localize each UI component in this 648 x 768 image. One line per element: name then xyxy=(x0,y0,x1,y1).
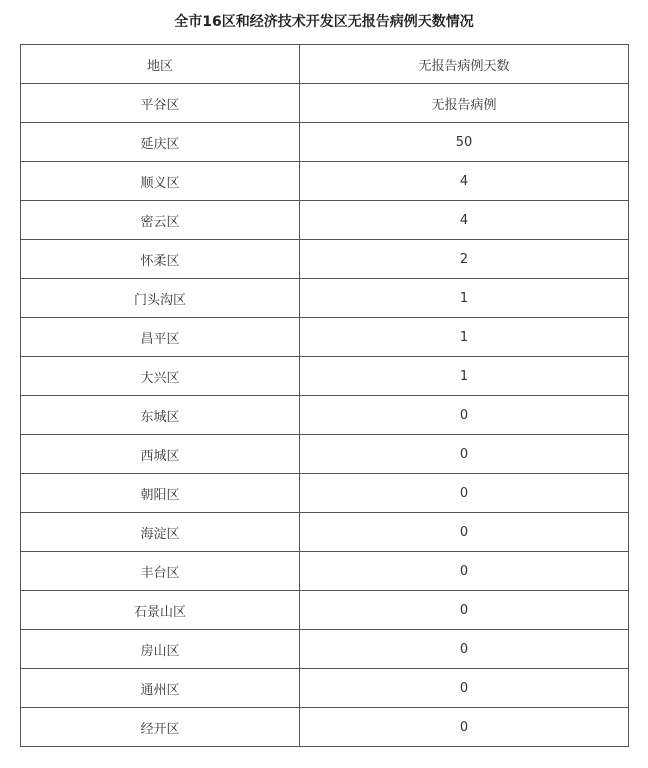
days-cell: 0 xyxy=(300,630,629,669)
days-cell: 4 xyxy=(300,162,629,201)
table-row xyxy=(21,162,629,201)
days-cell: 0 xyxy=(300,435,629,474)
days-cell: 0 xyxy=(300,396,629,435)
days-cell: 0 xyxy=(300,552,629,591)
table-row xyxy=(21,201,629,240)
table-row xyxy=(21,474,629,513)
region-cell: 石景山区 xyxy=(21,591,300,630)
days-cell: 无报告病例 xyxy=(300,84,629,123)
table-row xyxy=(21,279,629,318)
table-row xyxy=(21,591,629,630)
table-row xyxy=(21,396,629,435)
region-cell: 西城区 xyxy=(21,435,300,474)
days-cell: 1 xyxy=(300,279,629,318)
days-cell: 4 xyxy=(300,201,629,240)
region-cell: 昌平区 xyxy=(21,318,300,357)
region-cell: 通州区 xyxy=(21,669,300,708)
region-cell: 朝阳区 xyxy=(21,474,300,513)
days-cell: 0 xyxy=(300,513,629,552)
table-row xyxy=(21,123,629,162)
region-cell: 门头沟区 xyxy=(21,279,300,318)
days-cell: 0 xyxy=(300,708,629,747)
header-region: 地区 xyxy=(21,45,300,84)
days-cell: 1 xyxy=(300,318,629,357)
table-row xyxy=(21,357,629,396)
table-row xyxy=(21,84,629,123)
days-cell: 0 xyxy=(300,669,629,708)
region-cell: 平谷区 xyxy=(21,84,300,123)
days-cell: 0 xyxy=(300,474,629,513)
table-row xyxy=(21,630,629,669)
table-row xyxy=(21,240,629,279)
table-row xyxy=(21,513,629,552)
days-cell: 50 xyxy=(300,123,629,162)
days-cell: 0 xyxy=(300,591,629,630)
table-header-row xyxy=(21,45,629,84)
no-case-days-table xyxy=(20,44,629,747)
region-cell: 怀柔区 xyxy=(21,240,300,279)
region-cell: 房山区 xyxy=(21,630,300,669)
region-cell: 丰台区 xyxy=(21,552,300,591)
table-row xyxy=(21,435,629,474)
region-cell: 顺义区 xyxy=(21,162,300,201)
table-row xyxy=(21,669,629,708)
header-no-case-days: 无报告病例天数 xyxy=(300,45,629,84)
region-cell: 东城区 xyxy=(21,396,300,435)
days-cell: 2 xyxy=(300,240,629,279)
table-row xyxy=(21,318,629,357)
region-cell: 密云区 xyxy=(21,201,300,240)
region-cell: 大兴区 xyxy=(21,357,300,396)
region-cell: 经开区 xyxy=(21,708,300,747)
region-cell: 海淀区 xyxy=(21,513,300,552)
table-row xyxy=(21,708,629,747)
region-cell: 延庆区 xyxy=(21,123,300,162)
table-title: 全市16区和经济技术开发区无报告病例天数情况 xyxy=(174,14,474,30)
days-cell: 1 xyxy=(300,357,629,396)
table-row xyxy=(21,552,629,591)
